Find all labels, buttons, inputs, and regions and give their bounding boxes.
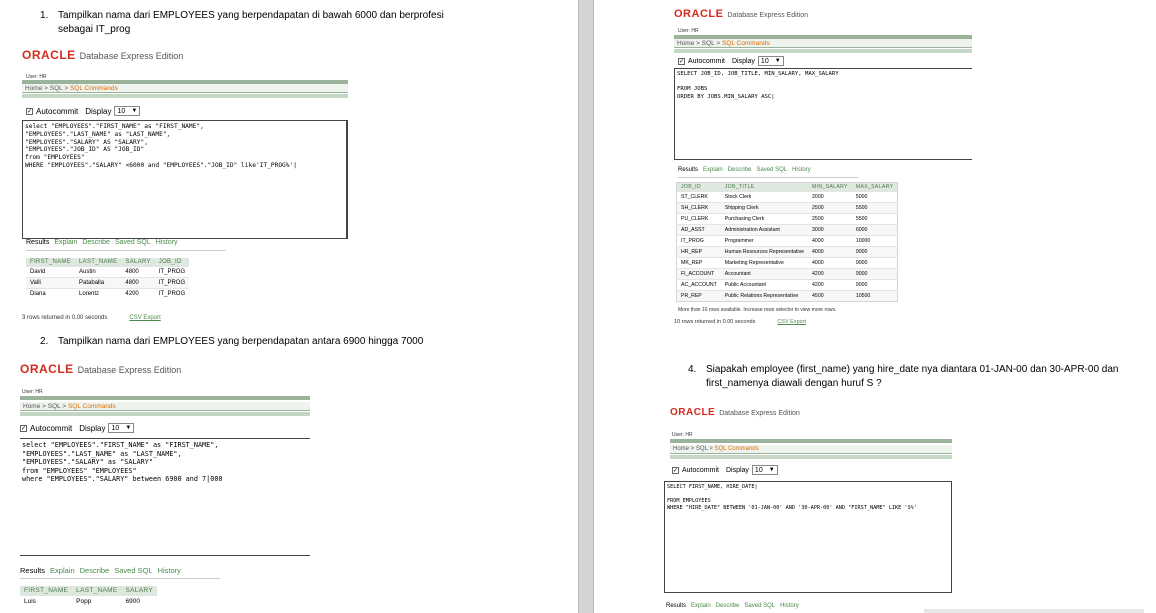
tab-describe[interactable]: Describe (727, 167, 752, 173)
column-header[interactable]: JOB_ID (677, 183, 721, 192)
display-value: 10 (117, 108, 126, 115)
crumb-sep: > (707, 446, 715, 452)
table-cell: Diana (26, 289, 75, 300)
tab-saved-sql[interactable]: Saved SQL (756, 167, 788, 173)
query-controls (26, 106, 140, 116)
table-row (677, 225, 898, 236)
table-cell: Austin (75, 267, 121, 278)
table-cell: 6900 (122, 596, 157, 607)
autocommit-label: Autocommit (30, 423, 73, 433)
more-rows-note: More than 10 rows available. Increase rows selector to view more rows. (678, 307, 837, 313)
column-header[interactable]: MIN_SALARY (808, 183, 852, 192)
crumb-sql-commands[interactable]: SQL Commands (69, 85, 118, 92)
tabs-underline (20, 578, 220, 579)
display-value: 10 (760, 58, 769, 65)
oracle-brand (22, 48, 183, 62)
csv-export-link[interactable]: CSV Export (129, 315, 161, 321)
autocommit-checkbox[interactable]: ✓ (673, 467, 679, 474)
screenshot-q1 (22, 48, 348, 324)
oracle-brand (20, 362, 181, 376)
user-label: User: HR (672, 432, 693, 438)
table-cell: 9000 (852, 269, 898, 280)
chevron-down-icon: ▼ (768, 467, 775, 473)
tab-results[interactable]: Results (678, 167, 699, 173)
table-header-row (677, 183, 898, 192)
crumb-sql[interactable]: SQL (49, 85, 63, 92)
table-cell: HR_REP (677, 247, 721, 258)
table-cell: IT_PROG (155, 267, 189, 278)
table-cell: ST_CLERK (677, 192, 721, 203)
tab-history[interactable]: History (780, 603, 799, 609)
table-cell: Luis (20, 596, 72, 607)
crumb-sql[interactable]: SQL (47, 403, 61, 410)
edition-label: Database Express Edition (77, 365, 182, 375)
results-table (26, 258, 189, 300)
tab-explain[interactable]: Explain (54, 239, 78, 246)
oracle-logo: ORACLE (22, 48, 76, 62)
table-cell: 10000 (852, 236, 898, 247)
table-cell: 9000 (852, 247, 898, 258)
results-table (20, 586, 157, 607)
question-number: 4. (688, 364, 697, 375)
table-cell: 10500 (852, 291, 898, 302)
column-header[interactable]: FIRST_NAME (26, 258, 75, 267)
table-cell: 5000 (852, 192, 898, 203)
crumb-sep: > (60, 403, 68, 410)
display-label: Display (85, 106, 112, 116)
table-cell: AC_ACCOUNT (677, 280, 721, 291)
tab-saved-sql[interactable]: Saved SQL (744, 603, 776, 609)
column-header[interactable]: MAX_SALARY (852, 183, 898, 192)
table-cell: Popp (72, 596, 121, 607)
chevron-down-icon: ▼ (125, 425, 132, 431)
crumb-sep: > (694, 40, 702, 47)
display-select[interactable] (752, 465, 778, 475)
table-cell: IT_PROG (155, 289, 189, 300)
screenshot-q3 (674, 8, 972, 330)
table-row (677, 247, 898, 258)
table-cell: Pataballa (75, 278, 121, 289)
table-row (677, 236, 898, 247)
crumb-home[interactable]: Home (23, 403, 41, 410)
autocommit-label: Autocommit (682, 466, 719, 474)
results-table (676, 182, 898, 302)
table-cell: Public Relations Representative (721, 291, 808, 302)
table-cell: 9000 (852, 280, 898, 291)
display-label: Display (731, 57, 755, 65)
rows-returned: 10 rows returned in 0.00 seconds (674, 319, 756, 325)
rows-returned: 3 rows returned in 0.00 seconds (22, 315, 108, 321)
tab-saved-sql[interactable]: Saved SQL (114, 566, 153, 575)
toolbar-bar (22, 94, 348, 98)
table-cell: PR_REP (677, 291, 721, 302)
table-cell: 6000 (852, 225, 898, 236)
breadcrumb (22, 84, 348, 93)
table-cell: 2500 (808, 203, 852, 214)
table-row (26, 267, 189, 278)
tab-results[interactable]: Results (26, 239, 50, 246)
autocommit-checkbox[interactable]: ✓ (679, 58, 685, 65)
oracle-logo: ORACLE (674, 8, 724, 20)
column-header[interactable]: SALARY (121, 258, 154, 267)
editor-bottom-border (20, 555, 310, 556)
sql-code: select "EMPLOYEES"."FIRST_NAME" as "FIRST_NAME", "EMPLOYEES"."LAST_NAME" as "LAST_NAME", "EMPLOYEES"."SALARY" AS "SALARY", "EMPLOYEES"."JOB_ID" AS "JOB_ID" from "EMPLOYEES" WHERE "EMPLOYEES"."SALARY" <6000 and "EMPLOYEES"."JOB_ID" like'IT_PROG%'| (25, 123, 297, 169)
query-controls (672, 465, 778, 475)
table-cell: PU_CLERK (677, 214, 721, 225)
result-tabs (20, 566, 186, 575)
tab-describe[interactable]: Describe (715, 603, 740, 609)
table-cell: Human Resources Representative (721, 247, 808, 258)
results-footer (674, 319, 806, 325)
table-cell: 4800 (121, 267, 154, 278)
editor-border (346, 121, 348, 238)
header-bar (20, 396, 310, 400)
user-label: User: HR (22, 389, 43, 395)
chevron-down-icon: ▼ (131, 108, 138, 114)
toolbar-bar (670, 455, 952, 459)
crumb-home[interactable]: Home (25, 85, 43, 92)
display-value: 10 (111, 425, 120, 432)
autocommit-checkbox[interactable]: ✓ (21, 425, 27, 432)
breadcrumb (20, 402, 310, 411)
display-select[interactable] (114, 106, 140, 116)
sql-editor[interactable] (22, 120, 348, 238)
table-cell: 2500 (808, 214, 852, 225)
crumb-sql-commands[interactable]: SQL Commands (714, 446, 759, 452)
tab-results[interactable]: Results (666, 603, 687, 609)
table-cell: 9000 (852, 258, 898, 269)
table-cell: Purchasing Clerk (721, 214, 808, 225)
table-cell: AD_ASST (677, 225, 721, 236)
crumb-sql-commands[interactable]: SQL Commands (67, 403, 116, 410)
table-cell: Accountant (721, 269, 808, 280)
question-number: 2. (40, 336, 49, 347)
table-cell: 3000 (808, 225, 852, 236)
tab-describe[interactable]: Describe (82, 239, 110, 246)
oracle-brand (674, 8, 808, 20)
tab-history[interactable]: History (155, 239, 178, 246)
editor-bottom-border (674, 159, 972, 160)
table-cell: Lorentz (75, 289, 121, 300)
tab-results[interactable]: Results (20, 566, 46, 575)
display-value: 10 (754, 467, 763, 474)
document-page-right (594, 0, 1156, 613)
tabs-underline (26, 250, 226, 251)
crumb-home[interactable]: Home (673, 446, 690, 452)
tab-explain[interactable]: Explain (691, 603, 711, 609)
horizontal-scrollbar[interactable] (924, 609, 1144, 613)
table-row (677, 203, 898, 214)
autocommit-label: Autocommit (36, 106, 79, 116)
table-cell: Shipping Clerk (721, 203, 808, 214)
table-cell: Public Accountant (721, 280, 808, 291)
table-cell: Marketing Representative (721, 258, 808, 269)
display-select[interactable] (758, 56, 784, 66)
table-cell: 4200 (808, 269, 852, 280)
results-footer (22, 315, 161, 321)
crumb-sep: > (42, 85, 50, 92)
table-row (677, 214, 898, 225)
table-cell: 4000 (808, 247, 852, 258)
column-header[interactable]: LAST_NAME (72, 586, 121, 596)
edition-label: Database Express Edition (727, 12, 808, 19)
column-header[interactable]: JOB_ID (155, 258, 189, 267)
table-row (26, 278, 189, 289)
tabs-underline (678, 177, 858, 178)
table-row (20, 596, 157, 607)
sql-code: select "EMPLOYEES"."FIRST_NAME" as "FIRST_NAME", "EMPLOYEES"."LAST_NAME" as "LAST_NAME", "EMPLOYEES"."SALARY" as "SALARY" from "EMPLOYEES" "EMPLOYEES" where "EMPLOYEES"."SALARY" between 6900 and 7|000 (22, 441, 223, 483)
table-cell: 4000 (808, 236, 852, 247)
table-cell: Stock Clerk (721, 192, 808, 203)
edition-label: Database Express Edition (719, 410, 800, 417)
toolbar-bar (20, 412, 310, 416)
table-cell: 4000 (808, 258, 852, 269)
user-label: User: HR (678, 28, 699, 34)
table-row (677, 192, 898, 203)
oracle-logo: ORACLE (20, 362, 74, 376)
table-row (677, 280, 898, 291)
table-cell: 4200 (121, 289, 154, 300)
crumb-sql-commands[interactable]: SQL Commands (721, 40, 770, 47)
column-header[interactable]: SALARY (122, 586, 157, 596)
autocommit-checkbox[interactable]: ✓ (27, 108, 33, 115)
csv-export-link[interactable]: CSV Export (777, 319, 807, 325)
table-cell: Valli (26, 278, 75, 289)
sql-editor[interactable] (674, 68, 972, 160)
tab-describe[interactable]: Describe (79, 566, 110, 575)
table-row (677, 269, 898, 280)
question-text: Siapakah employee (first_name) yang hire_date nya diantara 01-JAN-00 dan 30-APR-00 dan first_namenya diawali dengan huruf S ? (706, 364, 1119, 389)
display-label: Display (725, 466, 749, 474)
tab-saved-sql[interactable]: Saved SQL (114, 239, 151, 246)
crumb-sep: > (714, 40, 722, 47)
display-label: Display (79, 423, 106, 433)
table-header-row (20, 586, 157, 596)
table-cell: SH_CLERK (677, 203, 721, 214)
chevron-down-icon: ▼ (774, 58, 781, 64)
edition-label: Database Express Edition (79, 51, 184, 61)
oracle-brand (670, 407, 800, 418)
question-number: 1. (40, 10, 49, 21)
column-header[interactable]: LAST_NAME (75, 258, 121, 267)
table-cell: 4500 (808, 291, 852, 302)
table-header-row (26, 258, 189, 267)
result-tabs (666, 603, 804, 609)
toolbar-bar (674, 49, 972, 53)
table-cell: MK_REP (677, 258, 721, 269)
table-cell: IT_PROG (677, 236, 721, 247)
breadcrumb (674, 39, 972, 48)
crumb-sep: > (689, 446, 696, 452)
column-header[interactable]: FIRST_NAME (20, 586, 72, 596)
header-bar (670, 439, 952, 443)
table-cell: David (26, 267, 75, 278)
query-controls (678, 56, 784, 66)
table-cell: 5500 (852, 203, 898, 214)
table-cell: FI_ACCOUNT (677, 269, 721, 280)
sql-editor[interactable] (664, 481, 952, 593)
sql-code: SELECT JOB_ID, JOB_TITLE, MIN_SALARY, MAX_SALARY FROM JOBS ORDER BY JOBS.MIN_SALARY ASC| (677, 71, 839, 100)
table-row (677, 291, 898, 302)
breadcrumb (670, 445, 952, 454)
autocommit-label: Autocommit (688, 57, 725, 65)
query-controls (20, 423, 134, 433)
crumb-sql[interactable]: SQL (701, 40, 715, 47)
table-cell: Programmer (721, 236, 808, 247)
screenshot-q4 (666, 407, 952, 613)
column-header[interactable]: JOB_TITLE (721, 183, 808, 192)
oracle-logo: ORACLE (670, 407, 716, 418)
result-tabs (678, 167, 816, 173)
table-cell: 2000 (808, 192, 852, 203)
result-tabs (26, 239, 183, 246)
display-select[interactable] (108, 423, 134, 433)
table-cell: 4800 (121, 278, 154, 289)
crumb-sep: > (62, 85, 70, 92)
table-row (26, 289, 189, 300)
tab-explain[interactable]: Explain (703, 167, 723, 173)
crumb-home[interactable]: Home (677, 40, 695, 47)
table-row (677, 258, 898, 269)
tab-explain[interactable]: Explain (50, 566, 75, 575)
table-cell: Administration Assistant (721, 225, 808, 236)
table-cell: IT_PROG (155, 278, 189, 289)
sql-editor[interactable] (20, 438, 310, 556)
sql-code: SELECT FIRST_NAME, HIRE_DATE| FROM EMPLOYEES WHERE "HIRE_DATE" BETWEEN '01-JAN-00' AND '30-APR-00' AND "FIRST_NAME" LIKE 'S%' (667, 484, 917, 511)
crumb-sep: > (40, 403, 48, 410)
table-cell: 4200 (808, 280, 852, 291)
user-label: User: HR (26, 74, 47, 80)
page-gutter (578, 0, 594, 613)
tab-history[interactable]: History (157, 566, 181, 575)
screenshot-q2 (20, 362, 310, 613)
crumb-sql[interactable]: SQL (695, 446, 708, 452)
question-text: Tampilkan nama dari EMPLOYEES yang berpendapatan antara 6900 hingga 7000 (58, 336, 424, 347)
question-text: Tampilkan nama dari EMPLOYEES yang berpendapatan di bawah 6000 dan berprofesi sebagai IT_prog (58, 10, 444, 35)
table-cell: 5500 (852, 214, 898, 225)
tab-history[interactable]: History (792, 167, 811, 173)
